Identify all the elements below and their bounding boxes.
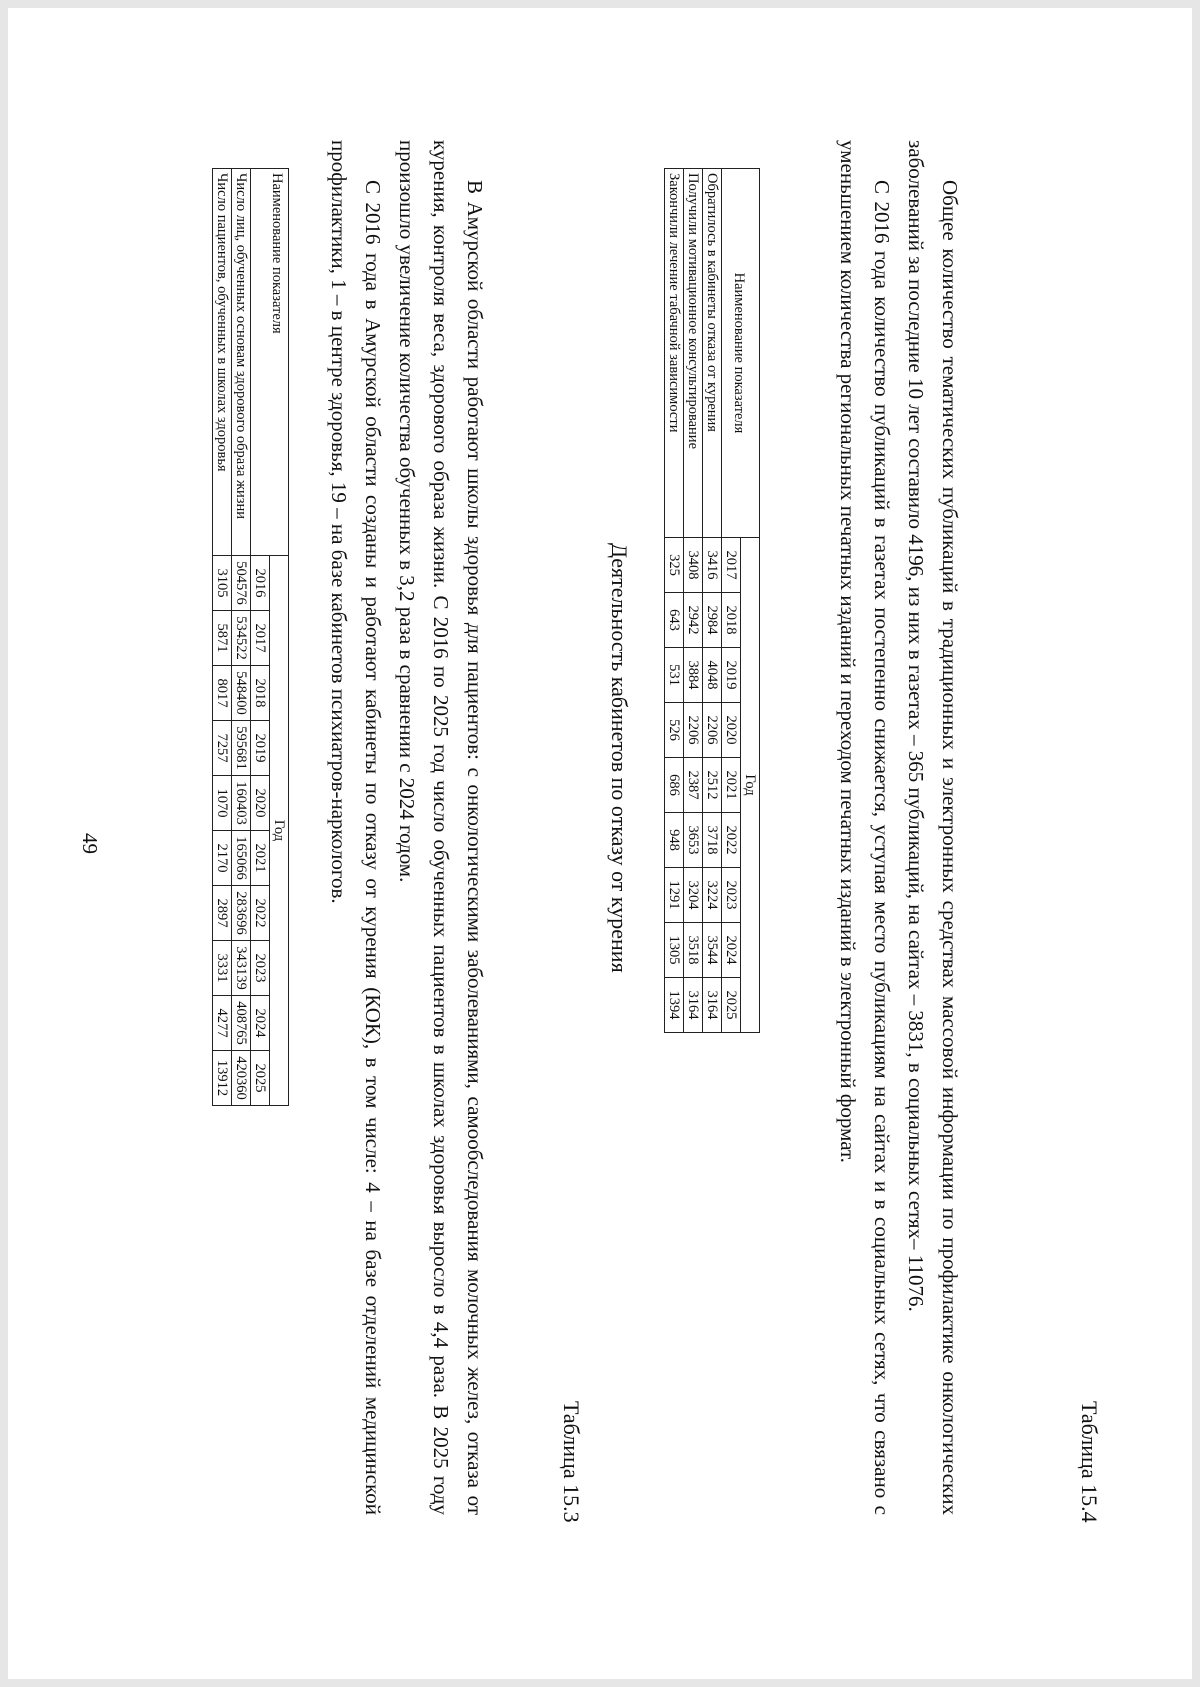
table2-cell: 2984 xyxy=(703,593,722,648)
table1-cell: 13912 xyxy=(213,1051,232,1106)
table1-year-2023: 2023 xyxy=(251,941,270,996)
table2-year-2025: 2025 xyxy=(722,978,741,1033)
table2-cell: 1291 xyxy=(665,868,684,923)
body-text-block-2 xyxy=(831,140,967,1515)
table1-year-2019: 2019 xyxy=(251,721,270,776)
table2-cell: 325 xyxy=(665,538,684,593)
table1-cell: 1070 xyxy=(213,776,232,831)
table1-cell: 420360 xyxy=(232,1051,251,1106)
table-row xyxy=(665,169,684,1033)
table2-cell: 3518 xyxy=(684,923,703,978)
table1-cell: 5871 xyxy=(213,611,232,666)
table2-cell: 4048 xyxy=(703,648,722,703)
table1-row-label: Число пациентов, обученных в школах здоровья xyxy=(213,169,232,556)
table2-cell: 2942 xyxy=(684,593,703,648)
table1-name-header: Наименование показателя xyxy=(251,169,289,556)
table1-year-2018: 2018 xyxy=(251,666,270,721)
table2-year-2023: 2023 xyxy=(722,868,741,923)
table2-cell: 686 xyxy=(665,758,684,813)
table2-year-2018: 2018 xyxy=(722,593,741,648)
table2-year-2019: 2019 xyxy=(722,648,741,703)
rotated-content xyxy=(8,8,1192,1679)
table2-row-label: Обратилось в кабинеты отказа от курения xyxy=(703,169,722,538)
table2-name-header: Наименование показателя xyxy=(722,169,760,538)
table2-cell: 3653 xyxy=(684,813,703,868)
table1-year-2017: 2017 xyxy=(251,611,270,666)
table2-cell: 2206 xyxy=(703,703,722,758)
paragraph: С 2016 года количество публикаций в газетах постепенно снижается, уступая место публикациям на сайтах и в социальных сетях, что связано с уменьшением количества региональных печатных изданий и переходом печатных изданий в электронный формат. xyxy=(836,140,894,1515)
table1-cell: 165066 xyxy=(232,831,251,886)
paragraph: В Амурской области работают школы здоровья для пациентов: с онкологическими заболеваниями, самообследования молочных желез, отказа от курения, контроля веса, здорового образа жизни. С 2016 по 2025 год число обученных пациентов в школах здоровья выросло в 4,4 раза. В 2025 году произошло увеличение количества обученных в 3,2 раза в сравнении с 2024 годом. xyxy=(395,140,487,1515)
smoking-cessation-table xyxy=(664,168,760,1033)
table2-cell: 2512 xyxy=(703,758,722,813)
table1-year-2024: 2024 xyxy=(251,996,270,1051)
table-row xyxy=(684,169,703,1033)
table2-row-label: Закончили лечение табачной зависимости xyxy=(665,169,684,538)
table1-cell: 2897 xyxy=(213,886,232,941)
table2-cell: 3408 xyxy=(684,538,703,593)
table2-cell: 1305 xyxy=(665,923,684,978)
paragraph: С 2016 года в Амурской области созданы и работают кабинеты по отказу от курения (КОК), в том числе: 4 – на базе отделений медицинской профилактики, 1 – в центре здоровья, 19 – на базе кабинетов психиатров-наркологов. xyxy=(327,140,385,1515)
table2-year-2024: 2024 xyxy=(722,923,741,978)
table2-cell: 3884 xyxy=(684,648,703,703)
table2-year-2020: 2020 xyxy=(722,703,741,758)
page-number: 49 xyxy=(78,833,102,854)
table2-cell: 643 xyxy=(665,593,684,648)
table1-cell: 3105 xyxy=(213,556,232,611)
table1-year-2020: 2020 xyxy=(251,776,270,831)
table2-cell: 3164 xyxy=(703,978,722,1033)
health-schools-table xyxy=(212,168,289,1106)
table1-cell: 343139 xyxy=(232,941,251,996)
body-text-block-1 xyxy=(322,140,492,1515)
table2-cell: 948 xyxy=(665,813,684,868)
table1-cell: 408765 xyxy=(232,996,251,1051)
table1-cell: 548400 xyxy=(232,666,251,721)
table2-cell: 1394 xyxy=(665,978,684,1033)
table-row xyxy=(213,169,232,1106)
table2-cell: 3164 xyxy=(684,978,703,1033)
table-row xyxy=(232,169,251,1106)
table1-cell: 2170 xyxy=(213,831,232,886)
table1-year-header: Год xyxy=(270,556,289,1106)
table2-year-header: Год xyxy=(741,538,760,1033)
table2-cell: 2206 xyxy=(684,703,703,758)
table2-cell: 3224 xyxy=(703,868,722,923)
table2-cell: 3544 xyxy=(703,923,722,978)
table2-row-label: Получили мотивационное консультирование xyxy=(684,169,703,538)
table1-row-label: Число лиц, обученных основам здорового образа жизни xyxy=(232,169,251,556)
table1-cell: 595681 xyxy=(232,721,251,776)
table2-year-2017: 2017 xyxy=(722,538,741,593)
table-label: Таблица 15.4 xyxy=(1077,1401,1102,1523)
table1-year-2025: 2025 xyxy=(251,1051,270,1106)
table2-cell: 3204 xyxy=(684,868,703,923)
table1-cell: 283696 xyxy=(232,886,251,941)
table-row xyxy=(703,169,722,1033)
table1-cell: 4277 xyxy=(213,996,232,1051)
table-label: Таблица 15.3 xyxy=(559,1401,584,1523)
table2-year-2022: 2022 xyxy=(722,813,741,868)
table1-year-2021: 2021 xyxy=(251,831,270,886)
table1-year-2016: 2016 xyxy=(251,556,270,611)
document-page xyxy=(8,8,1192,1679)
paragraph: Общее количество тематических публикаций в традиционных и электронных средствах массовой информации по профилактике онкологических заболеваний за последние 10 лет составило 4196, из них в газетах – 365 публикаций, на сайтах – 3831, в социальных сетях– 11076. xyxy=(904,140,962,1515)
table2-year-2021: 2021 xyxy=(722,758,741,813)
table-title: Деятельность кабинетов по отказу от курения xyxy=(607,543,632,973)
table2-cell: 2387 xyxy=(684,758,703,813)
table2-cell: 3718 xyxy=(703,813,722,868)
table2-cell: 531 xyxy=(665,648,684,703)
table1-cell: 504576 xyxy=(232,556,251,611)
table2-cell: 3416 xyxy=(703,538,722,593)
table1-cell: 3331 xyxy=(213,941,232,996)
table1-cell: 8017 xyxy=(213,666,232,721)
table1-year-2022: 2022 xyxy=(251,886,270,941)
table1-cell: 160403 xyxy=(232,776,251,831)
table1-cell: 534522 xyxy=(232,611,251,666)
table2-cell: 526 xyxy=(665,703,684,758)
table1-cell: 7257 xyxy=(213,721,232,776)
